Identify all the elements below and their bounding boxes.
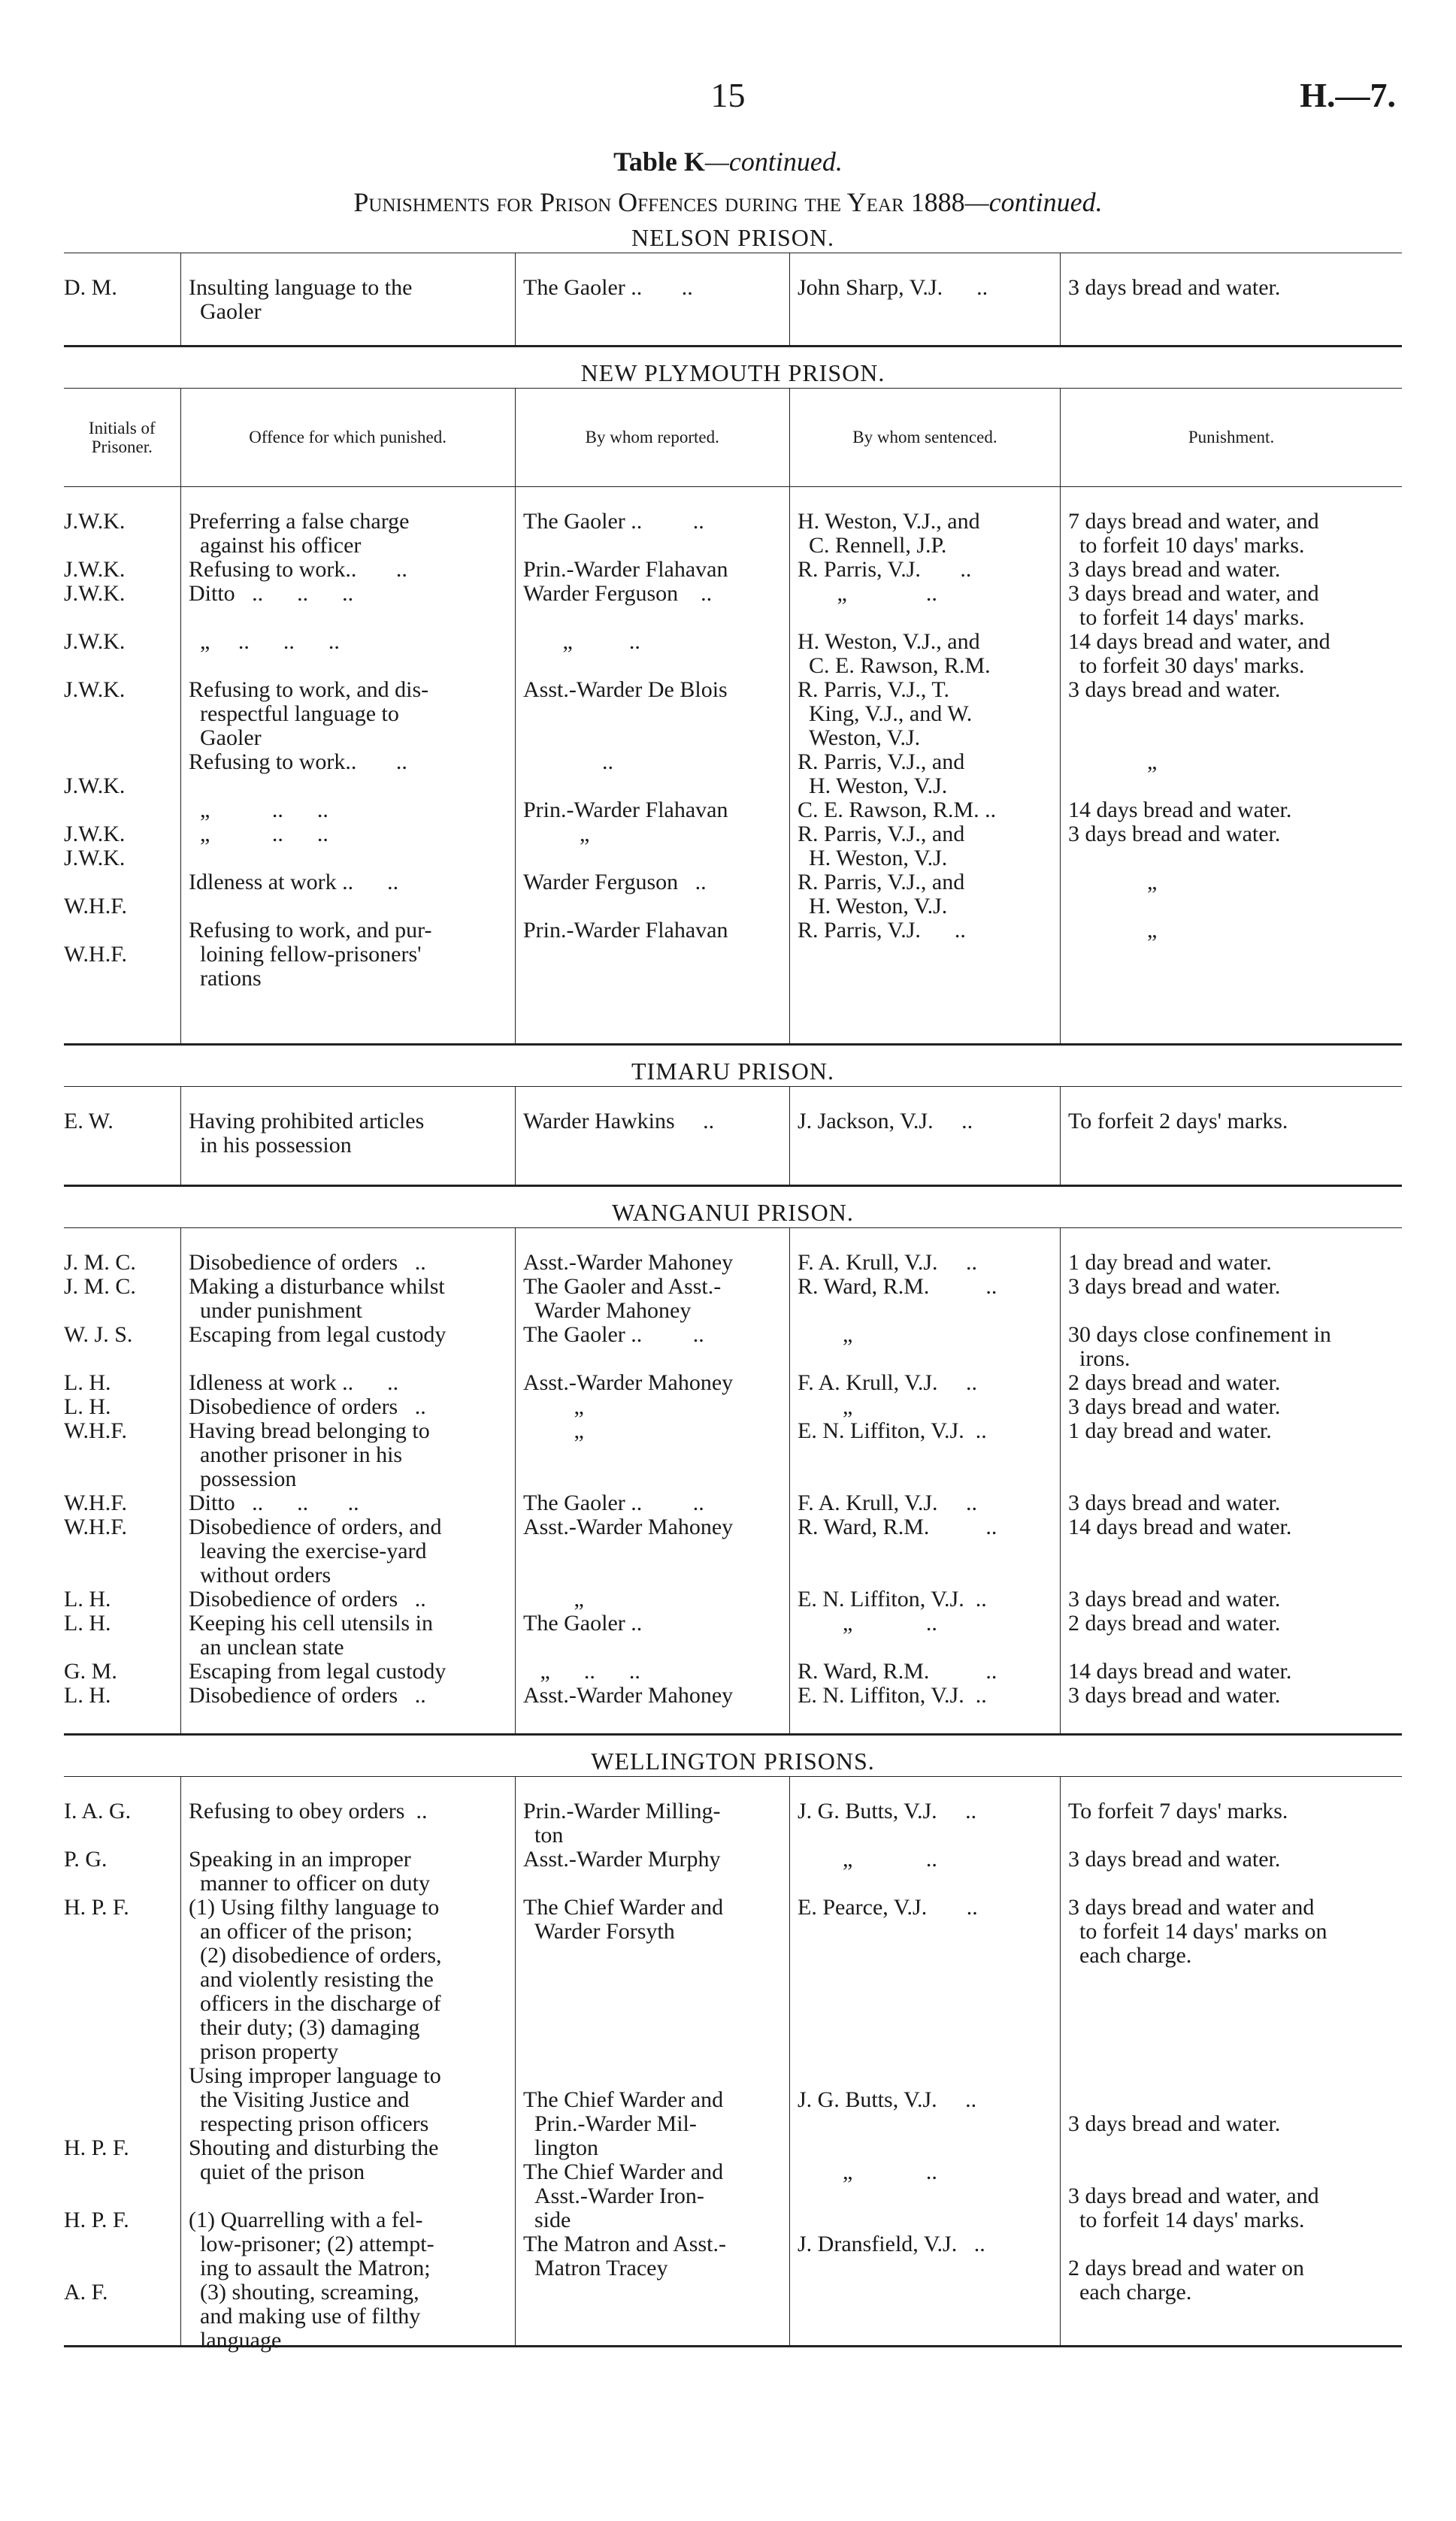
initials-cell: J. M. C. J. M. C. W. J. S. L. H. L. H. W.H.F. W.H.F. W.H.F. L. H. L. H. G. M. L. H. [64, 1250, 136, 1708]
initials-cell: J.W.K. J.W.K. J.W.K. J.W.K. J.W.K. J.W.K. J.W.K. J.W.K. W.H.F. W.H.F. [64, 509, 128, 967]
section-nelson [64, 222, 1402, 347]
offence-cell: Preferring a false charge against his officer Refusing to work.. .. Ditto .. .. .. „ .. .. .. Refusing to work, and dis- respectful language to Gaoler Refusing to work.. .. „ .. .. „ .. .. Idleness at work .. .. Refusing to work, and pur- loining fellow-prisoners' rations [189, 509, 432, 991]
sentenced-cell: John Sharp, V.J. .. [798, 275, 988, 300]
section-heading: TIMARU PRISON. [631, 1058, 835, 1085]
column-header-sentenced: By whom sentenced. [789, 389, 1060, 486]
section-rows [64, 1228, 1402, 1733]
reported-cell: The Gaoler .. .. Prin.-Warder Flahavan Warder Ferguson .. „ .. Asst.-Warder De Blois .. Prin.-Warder Flahavan „ Warder Ferguson .. Prin.-Warder Flahavan [523, 509, 728, 943]
reported-cell: The Gaoler .. .. [523, 275, 693, 300]
column-header-punishment: Punishment. [1060, 389, 1402, 486]
subtitle-main: Punishments for Prison Offences during the Year 1888 [353, 187, 965, 217]
page-number: 15 [710, 76, 746, 114]
section-heading: WELLINGTON PRISONS. [591, 1748, 875, 1775]
offence-cell: Insulting language to the Gaoler [189, 275, 413, 324]
sentenced-cell: J. G. Butts, V.J. .. „ .. E. Pearce, V.J. .. J. G. Butts, V.J. .. „ .. J. Dransfield, V.J. .. [798, 1799, 985, 2256]
punishment-cell: To forfeit 2 days' marks. [1068, 1109, 1288, 1133]
section-wellington [64, 1746, 1402, 2353]
section-heading: NELSON PRISON. [631, 224, 835, 251]
punishment-cell: 1 day bread and water. 3 days bread and water. 30 days close confinement in irons. 2 days bread and water. 3 days bread and water. 1 day bread and water. 3 days bread and water. 14 days bread and water. 3 days bread and water. 2 days bread and water. 14 days bread and water. 3 days bread and water. [1068, 1250, 1331, 1708]
initials-cell: I. A. G. P. G. H. P. F. H. P. F. H. P. F. A. F. [64, 1799, 132, 2305]
offence-cell: Having prohibited articles in his possession [189, 1109, 425, 1158]
column-header-reported: By whom reported. [515, 389, 789, 486]
section-new-plymouth [64, 358, 1402, 1046]
reported-cell: Warder Hawkins .. [523, 1109, 715, 1133]
table-title [0, 146, 1456, 177]
reported-cell: Asst.-Warder Mahoney The Gaoler and Asst.- Warder Mahoney The Gaoler .. .. Asst.-Warder Mahoney „ „ The Gaoler .. .. Asst.-Warder Mahoney „ The Gaoler .. „ .. .. Asst.-Warder Mahoney [523, 1250, 734, 1708]
offence-cell: Disobedience of orders .. Making a disturbance whilst under punishment Escaping from legal custody Idleness at work .. .. Disobedience of orders .. Having bread belonging to another prisoner in his possession Ditto .. .. .. Disobedience of orders, and leaving the exercise-yard without orders Disobedience of orders .. Keeping his cell utensils in an unclean state Escaping from legal custody Disobedience of orders .. [189, 1250, 446, 1708]
punishment-cell: 7 days bread and water, and to forfeit 10 days' marks. 3 days bread and water. 3 days bread and water, and to forfeit 14 days' marks. 14 days bread and water, and to forfeit 30 days' marks. 3 days bread and water. „ 14 days bread and water. 3 days bread and water. „ „ [1068, 509, 1330, 943]
table-title-suffix: —continued. [704, 147, 843, 177]
section-timaru [64, 1056, 1402, 1187]
sentenced-cell: F. A. Krull, V.J. .. R. Ward, R.M. .. „ F. A. Krull, V.J. .. „ E. N. Liffiton, V.J. .. F. A. Krull, V.J. .. R. Ward, R.M. .. E. N. Liffiton, V.J. .. „ .. R. Ward, R.M. .. E. N. Liffiton, V.J. .. [798, 1250, 997, 1708]
column-header-offence: Offence for which punished. [180, 389, 515, 486]
document-reference: H.—7. [1300, 76, 1396, 114]
reported-cell: Prin.-Warder Milling- ton Asst.-Warder Murphy The Chief Warder and Warder Forsyth The Chief Warder and Prin.-Warder Mil- lington The Chief Warder and Asst.-Warder Iron- side The Matron and Asst.- Matron Tracey [523, 1799, 726, 2280]
table-subtitle [0, 186, 1456, 218]
column-header-initials: Initials of Prisoner. [88, 418, 156, 456]
column-headers [64, 389, 1402, 487]
section-rows [64, 253, 1402, 345]
section-rows [64, 1087, 1402, 1185]
punishment-cell: 3 days bread and water. [1068, 275, 1281, 300]
table-title-main: Table K [613, 147, 705, 177]
punishment-table [64, 222, 1402, 2353]
sentenced-cell: H. Weston, V.J., and C. Rennell, J.P. R. Parris, V.J. .. „ .. H. Weston, V.J., and C. E. Rawson, R.M. R. Parris, V.J., T. King, V.J., and W. Weston, V.J. R. Parris, V.J., and H. Weston, V.J. C. E. Rawson, R.M. .. R. Parris, V.J., and H. Weston, V.J. R. Parris, V.J., and H. Weston, V.J. R. Parris, V.J. .. [798, 509, 997, 943]
section-rows [64, 1777, 1402, 2353]
punishment-cell: To forfeit 7 days' marks. 3 days bread and water. 3 days bread and water and to forfeit 14 days' marks on each charge. 3 days bread and water. 3 days bread and water, and to forfeit 14 days' marks. 2 days bread and water on each charge. [1068, 1799, 1327, 2305]
initials-cell: D. M. [64, 275, 117, 300]
offence-cell: Refusing to obey orders .. Speaking in an improper manner to officer on duty (1) Using filthy language to an officer of the prison; (2) disobedience of orders, and violently resisting the officers in the discharge of their duty; (3) damaging prison property Using improper language to the Visiting Justice and respecting prison officers Shouting and disturbing the quiet of the prison (1) Quarrelling with a fel- low-prisoner; (2) attempt- ing to assault the Matron; (3) shouting, screaming, and making use of filthy language [189, 1799, 442, 2353]
section-heading: NEW PLYMOUTH PRISON. [580, 359, 885, 386]
section-heading: WANGANUI PRISON. [612, 1199, 854, 1226]
section-rows [64, 487, 1402, 1043]
section-wanganui [64, 1197, 1402, 1736]
subtitle-suffix: —continued. [964, 187, 1103, 217]
initials-cell: E. W. [64, 1109, 114, 1133]
sentenced-cell: J. Jackson, V.J. .. [798, 1109, 973, 1133]
